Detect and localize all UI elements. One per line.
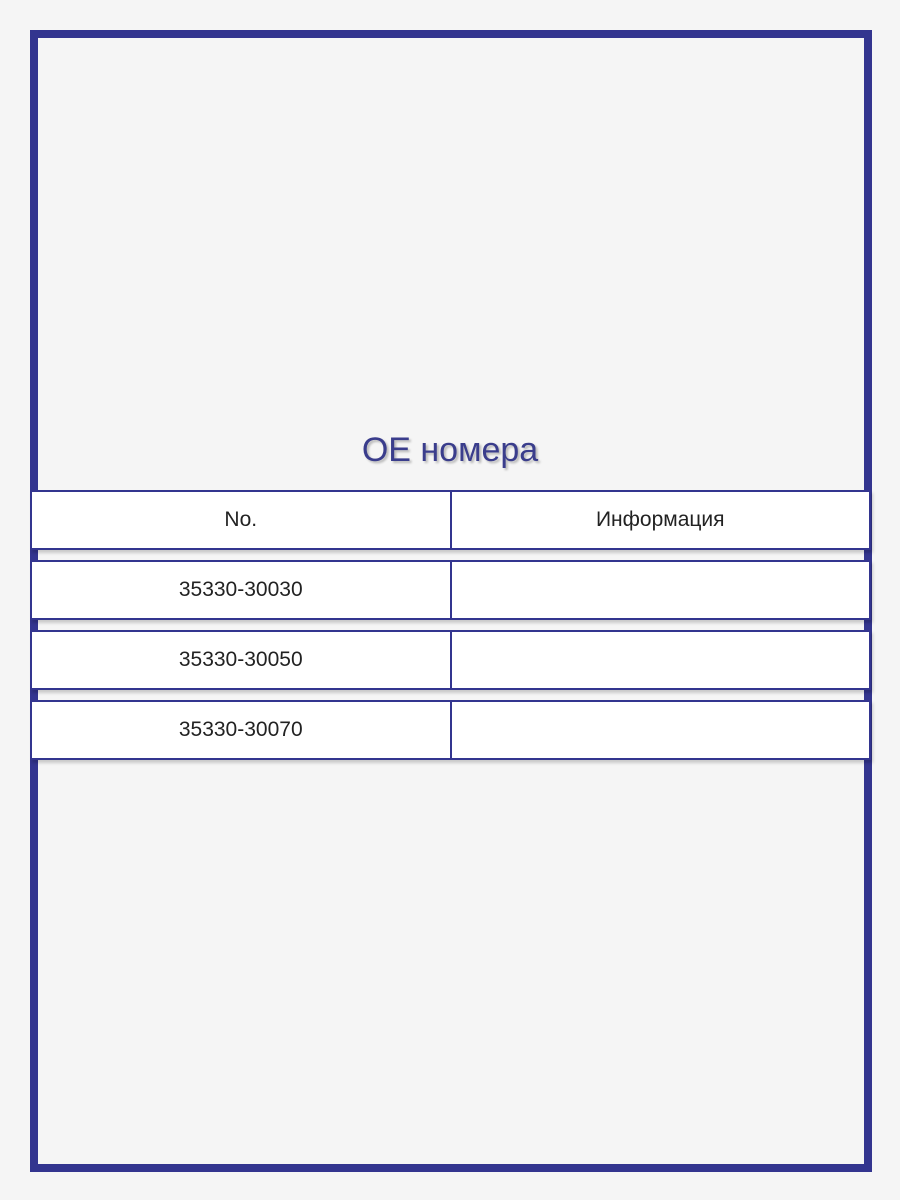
cell-number: 35330-30070 bbox=[30, 700, 452, 760]
cell-number: 35330-30030 bbox=[30, 560, 452, 620]
cell-info bbox=[450, 700, 872, 760]
cell-number: 35330-30050 bbox=[30, 630, 452, 690]
header-info: Информация bbox=[450, 490, 872, 550]
oe-table bbox=[30, 490, 871, 770]
header-no: No. bbox=[30, 490, 452, 550]
page-title: OE номера bbox=[361, 431, 539, 469]
table-row bbox=[30, 630, 871, 690]
table-row bbox=[30, 700, 871, 760]
table-header-row bbox=[30, 490, 871, 550]
cell-info bbox=[450, 630, 872, 690]
cell-info bbox=[450, 560, 872, 620]
table-row bbox=[30, 560, 871, 620]
